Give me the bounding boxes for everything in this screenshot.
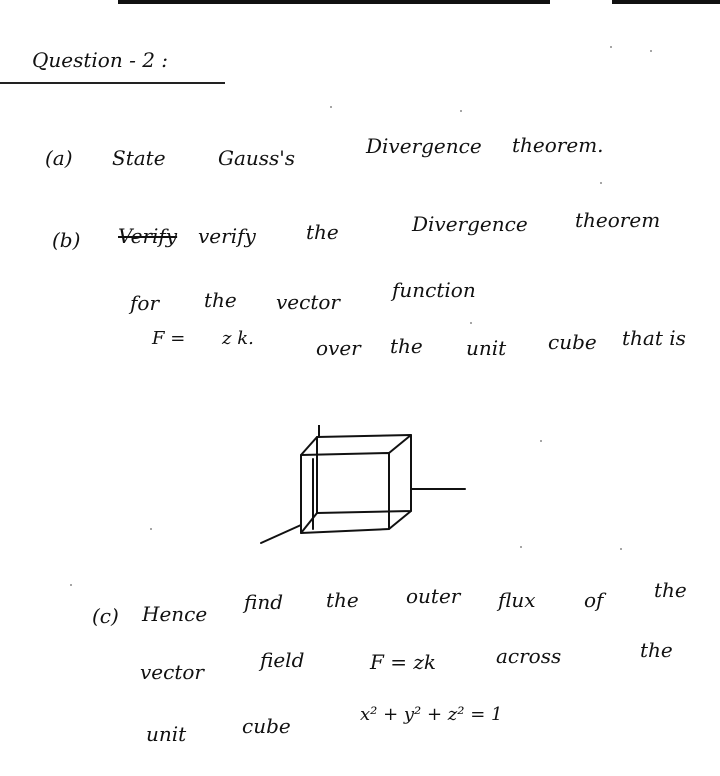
part-c-word: the (326, 588, 359, 612)
cube-equation: x² + y² + z² = 1 (360, 704, 503, 725)
part-c-word: vector (140, 660, 204, 684)
cube-edge (389, 435, 411, 453)
top-edge-bar-right (612, 0, 720, 4)
part-b-word: over (316, 336, 361, 360)
part-c-word: the (640, 638, 673, 662)
cube-edge (301, 437, 317, 455)
paper-speck (610, 46, 612, 48)
part-a-word: State (112, 146, 166, 170)
part-b-struck-word: Verify (118, 224, 178, 248)
part-c-word: the (654, 578, 687, 602)
y-axis-line (261, 525, 301, 543)
part-c-word: of (584, 588, 604, 612)
part-c-word: Hence (142, 602, 208, 626)
part-c-word: field (260, 648, 305, 672)
part-b-word: the (306, 220, 339, 244)
part-b-word: that is (622, 326, 686, 350)
paper-speck (330, 106, 332, 108)
part-a-word: theorem. (512, 133, 604, 157)
unit-cube-sketch (255, 425, 475, 555)
part-b-word: the (204, 288, 237, 312)
part-b-word: the (390, 334, 423, 358)
paper-speck (470, 322, 472, 324)
part-b-word: vector (276, 290, 340, 314)
paper-speck (460, 110, 462, 112)
part-b-word: theorem (575, 208, 661, 232)
paper-speck (520, 546, 522, 548)
paper-speck (150, 528, 152, 530)
paper-speck (540, 440, 542, 442)
cube-edge (301, 513, 317, 533)
part-b-word: verify (198, 224, 256, 248)
paper-speck (650, 50, 652, 52)
top-edge-bar-left (118, 0, 550, 4)
part-a-label: (a) (45, 146, 73, 170)
part-b-word: Divergence (412, 212, 528, 236)
part-c-word: cube (242, 714, 291, 738)
cube-edge (389, 511, 411, 529)
part-b-word: function (392, 278, 476, 302)
part-b-word: cube (548, 330, 597, 354)
vector-function-expression: z k. (222, 328, 254, 349)
part-c-word: across (496, 644, 562, 668)
vector-function-expression: F = (152, 328, 186, 349)
part-c-label: (c) (92, 604, 119, 628)
part-b-word: unit (466, 336, 507, 360)
part-b-word: for (130, 291, 160, 315)
paper-speck (620, 548, 622, 550)
part-c-word: flux (498, 588, 536, 612)
part-a-word: Divergence (366, 134, 482, 158)
part-c-word: outer (406, 584, 461, 608)
paper-speck (600, 182, 602, 184)
part-a-word: Gauss's (218, 146, 296, 170)
part-b-label: (b) (52, 228, 81, 252)
cube-front-face (301, 453, 389, 533)
part-c-word: find (244, 590, 284, 614)
paper-speck (70, 584, 72, 586)
part-c-word: unit (146, 722, 187, 746)
vector-field-expression: F = zk (370, 650, 437, 674)
heading-underline (0, 82, 225, 84)
question-heading: Question - 2 : (32, 48, 169, 72)
